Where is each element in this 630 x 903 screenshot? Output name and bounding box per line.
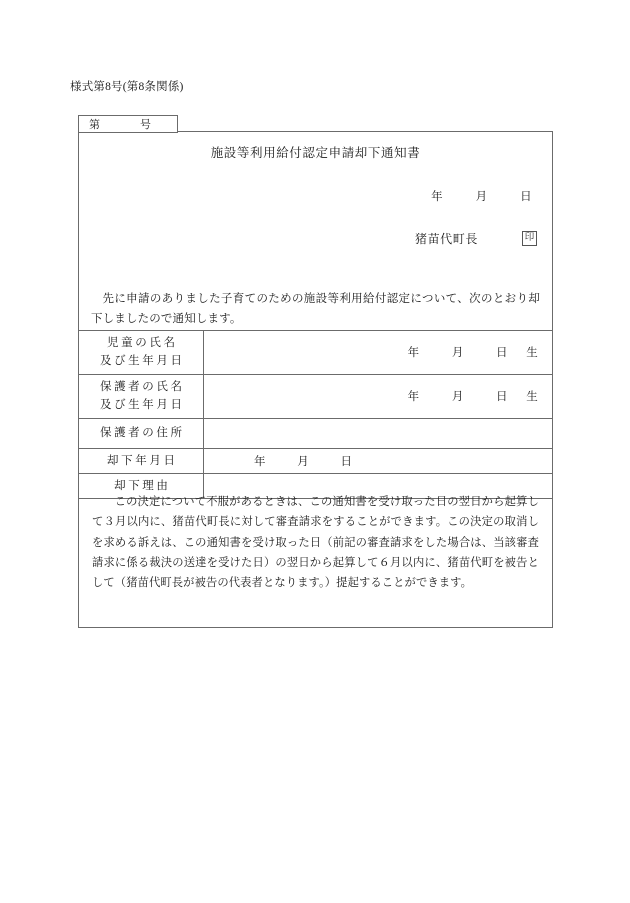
rejection-date-year: 年	[254, 455, 266, 468]
row-label-rejection-reason: 却下理由	[79, 473, 204, 498]
legal-notice-paragraph: この決定について不服があるときは、この通知書を受け取った日の翌日から起算して３月以内に、猪苗代町長に対して審査請求をすることができます。この決定の取消しを求める訴えは、この通知書を受け取った日（前記の審査請求をした場合は、当該審査請求に係る裁決の送達を受けた日）の翌日から起算して６月以内に、猪苗代町を被告として（猪苗代町長が被告の代表者となります。）提起することができます。	[92, 496, 539, 590]
child-birthdate-field[interactable]	[214, 344, 542, 360]
guardian-birth-month: 月	[451, 391, 464, 404]
row-label-guardian-address: 保護者の住所	[79, 418, 204, 448]
document-number-suffix: 号	[140, 119, 151, 131]
guardian-birth-year: 年	[407, 391, 420, 404]
issuer-line	[415, 230, 537, 247]
child-birth-suffix: 生	[526, 347, 538, 360]
issue-date-line	[431, 188, 532, 204]
applicant-data-table	[78, 330, 553, 499]
row-value-guardian-name[interactable]	[204, 374, 553, 418]
document-title: 施設等利用給付認定申請却下通知書	[210, 146, 421, 160]
intro-paragraph: 先に申請のありました子育てのための施設等利用給付認定について、次のとおり却下しましたので通知します。	[91, 293, 540, 326]
rejection-date-field[interactable]	[214, 453, 542, 469]
rejection-date-day: 日	[340, 455, 352, 468]
guardian-birth-day: 日	[496, 391, 508, 404]
row-value-guardian-address[interactable]	[204, 418, 553, 448]
issue-date-year: 年	[431, 191, 444, 203]
rejection-date-month: 月	[297, 455, 309, 468]
issue-date-month: 月	[475, 191, 488, 203]
child-birth-day: 日	[496, 347, 508, 360]
child-birth-month: 月	[451, 347, 464, 360]
document-number-prefix: 第	[89, 119, 100, 131]
issue-date-day: 日	[520, 191, 532, 203]
row-label-guardian-name: 保護者の氏名 及び生年月日	[79, 374, 204, 418]
row-value-rejection-date[interactable]	[204, 448, 553, 473]
guardian-birthdate-field[interactable]	[214, 388, 542, 404]
row-label-rejection-date: 却下年月日	[79, 448, 204, 473]
table-row-guardian-name	[79, 374, 553, 418]
seal-stamp-icon: 印	[522, 231, 537, 246]
table-row-child-name	[79, 331, 553, 375]
form-number-label: 様式第8号(第8条関係)	[70, 81, 184, 93]
issuer-name: 猪苗代町長	[414, 232, 478, 246]
child-birth-year: 年	[407, 347, 420, 360]
row-value-child-name[interactable]	[204, 331, 553, 375]
document-frame	[78, 131, 553, 628]
row-label-child-name: 児童の氏名 及び生年月日	[79, 331, 204, 375]
table-row-rejection-date	[79, 448, 553, 473]
document-number-box	[78, 115, 178, 133]
table-row-guardian-address	[79, 418, 553, 448]
guardian-birth-suffix: 生	[526, 391, 538, 404]
